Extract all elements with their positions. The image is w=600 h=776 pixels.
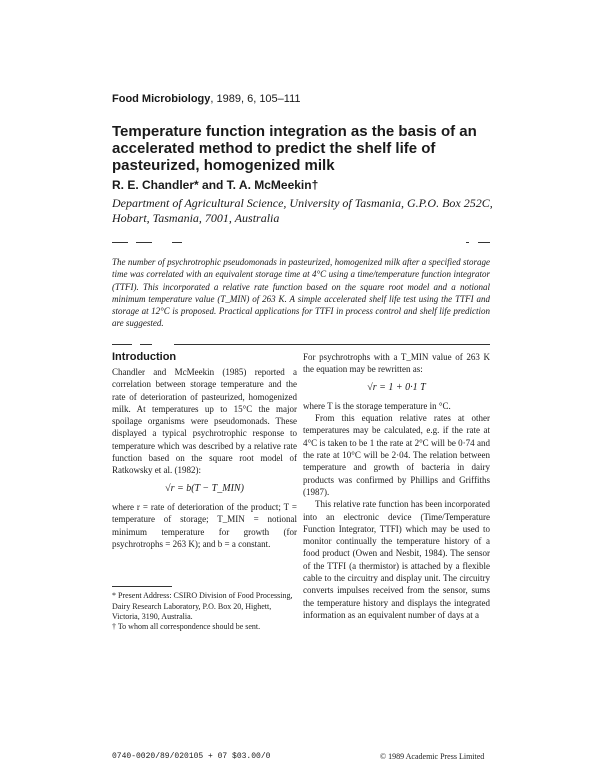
article-code: 0740-0020/89/020105 + 07 $03.00/0 (112, 752, 271, 761)
paper-title: Temperature function integration as the basis of an accelerated method to predict the shelf life of pasteurized, homogenized milk (112, 123, 477, 174)
authors: R. E. Chandler* and T. A. McMeekin† (112, 178, 319, 192)
journal-name: Food Microbiology (112, 93, 211, 105)
abstract: The number of psychrotrophic pseudomonads in pasteurized, homogenized milk after a specified storage time was correlated with an equivalent storage time at 4°C using a time/temperature function integrator (TTFI). This incorporated a relative rate function based on the square root model and a notional minimum temperature value (T_MIN) of 263 K. A simple accelerated shelf life test using the TTFI and storage at 12°C is proposed. Practical applications for TTFI in process control and shelf life prediction are suggested. (112, 257, 490, 329)
separator-dash (136, 242, 152, 243)
separator-dash (172, 242, 182, 243)
journal-citation: , 1989, 6, 105–111 (210, 93, 301, 105)
intro-paragraph: where r = rate of deterioration of the product; T = temperature of storage; T_MIN = notional minimum temperature for growth (for psychrotrophs = 263 K); and b = a constant. (112, 501, 297, 549)
intro-paragraph: where T is the storage temperature in °C. (303, 400, 451, 411)
intro-paragraph: This relative rate function has been incorporated into an electronic device (Time/Temperature Function Integrator, TTFI) which may be used to monitor continually the temperature history of a food product (Owen and Nesbit, 1984). The sensor of the TTFI (a thermistor) is attached by a flexible cable to the circuitry and display unit. The circuitry converts impulses received from the sensor, sums the temperature history and displays the integrated information as an equivalent number of days at a (303, 499, 490, 620)
separator-dash (112, 242, 128, 243)
intro-paragraph: From this equation relative rates at other temperatures may be calculated, e.g. if the rate at 4°C is taken to be 1 the rate at 2°C will be 0·74 and the rate at 10°C will be 2·04. The relation between temperature and growth of bacteria in dairy products was confirmed by Phillips and Griffiths (1987). (303, 413, 490, 497)
right-column (303, 351, 490, 621)
section-heading: Introduction (112, 351, 177, 363)
intro-paragraph: Chandler and McMeekin (1985) reported a correlation between storage temperature and the rate of deterioration of pasteurized, homogenized milk. At temperatures up to 15°C the major spoilage organisms were pseudomonads. These displayed a typical psychrotrophic response to temperature which was described by a relative rate function based on the square root model of Ratkowsky et al. (1982): (112, 367, 297, 476)
separator-dash (466, 242, 469, 243)
copyright: © 1989 Academic Press Limited (380, 752, 485, 761)
footnote-address: * Present Address: CSIRO Division of Food Processing, Dairy Research Laboratory, P.O. Box 20, Highett, Victoria, 3190, Australia. (112, 591, 293, 621)
footnote-rule (112, 586, 172, 587)
affiliation: Department of Agricultural Science, University of Tasmania, G.P.O. Box 252C, Hobart, Tasmania, 7001, Australia (112, 196, 493, 225)
footnote-correspondence: † To whom all correspondence should be sent. (112, 622, 261, 631)
intro-paragraph: For psychrotrophs with a T_MIN value of 263 K the equation may be rewritten as: (303, 352, 490, 375)
separator-dash (478, 242, 490, 243)
journal-header (112, 93, 301, 105)
left-column (112, 366, 297, 550)
equation-2: √r = 1 + 0·1 T (367, 381, 426, 393)
equation-1: √r = b(T − T_MIN) (165, 482, 244, 494)
separator-line (174, 344, 490, 345)
separator-dash (112, 344, 132, 345)
separator-dash (140, 344, 152, 345)
